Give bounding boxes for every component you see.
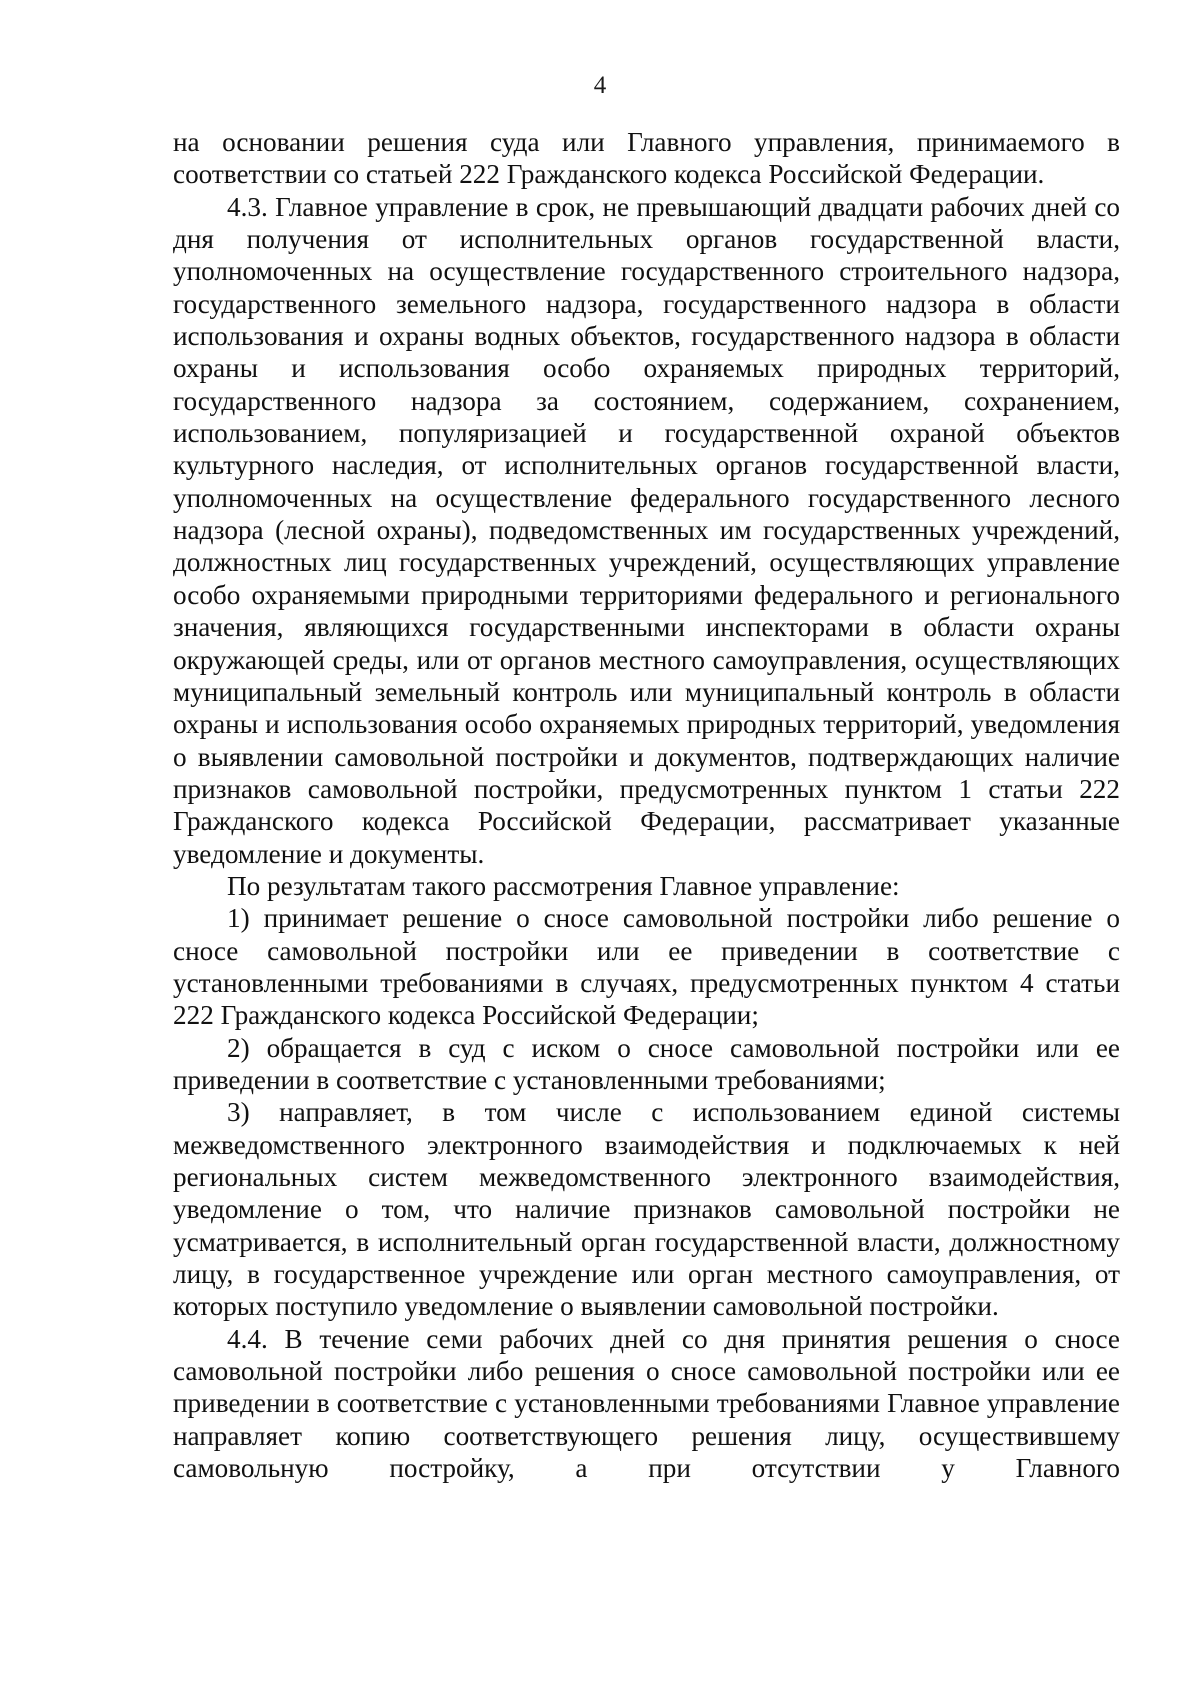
paragraph-clause-4-3: 4.3. Главное управление в срок, не превышающий двадцати рабочих дней со дня получения от исполнительных органов государственной власти, уполномоченных на осуществление государственного строительного надзора, государственного земельного надзора, государственного надзора в области использования и охраны водных объектов, государственного надзора в области охраны и использования особо охраняемых природных территорий, государственного надзора за состоянием, содержанием, сохранением, использованием, популяризацией и государственной охраной объектов культурного наследия, от исполнительных органов государственной власти, уполномоченных на осуществление федерального государственного лесного надзора (лесной охраны), подведомственных им государственных учреждений, должностных лиц государственных учреждений, осуществляющих управление особо охраняемыми природными территориями федерального и регионального значения, являющихся государственными инспекторами в области охраны окружающей среды, или от органов местного самоуправления, осуществляющих муниципальный земельный контроль или муниципальный контроль в области охраны и использования особо охраняемых природных территорий, уведомления о выявлении самовольной постройки и документов, подтверждающих наличие признаков самовольной постройки, предусмотренных пунктом 1 статьи 222 Гражданского кодекса Российской Федерации, рассматривает указанные уведомление и документы. bbox=[173, 191, 1120, 869]
paragraph-item-1: 1) принимает решение о сносе самовольной постройки либо решение о сносе самовольной постройки или ее приведении в соответствие с установленными требованиями в случаях, предусмотренных пунктом 4 статьи 222 Гражданского кодекса Российской Федерации; bbox=[173, 903, 1120, 1031]
paragraph-results-intro: По результатам такого рассмотрения Главное управление: bbox=[227, 870, 900, 901]
page-number: 4 bbox=[593, 72, 607, 99]
document-body bbox=[173, 126, 1120, 1484]
paragraph-continuation: на основании решения суда или Главного управления, принимаемого в соответствии со статьей 222 Гражданского кодекса Российской Федерации. bbox=[173, 127, 1120, 190]
paragraph-item-2: 2) обращается в суд с иском о сносе самовольной постройки или ее приведении в соответствие с установленными требованиями; bbox=[173, 1032, 1120, 1095]
paragraph-item-3: 3) направляет, в том числе с использованием единой системы межведомственного электронного взаимодействия и подключаемых к ней региональных систем межведомственного электронного взаимодействия, уведомление о том, что наличие признаков самовольной постройки не усматривается, в исполнительный орган государственной власти, должностному лицу, в государственное учреждение или орган местного самоуправления, от которых поступило уведомление о выявлении самовольной постройки. bbox=[173, 1097, 1120, 1322]
paragraph-clause-4-4: 4.4. В течение семи рабочих дней со дня принятия решения о сносе самовольной постройки либо решения о сносе самовольной постройки или ее приведении в соответствие с установленными требованиями Главное управление направляет копию соответствующего решения лицу, осуществившему самовольную постройку, а при отсутствии у Главного bbox=[173, 1323, 1120, 1484]
